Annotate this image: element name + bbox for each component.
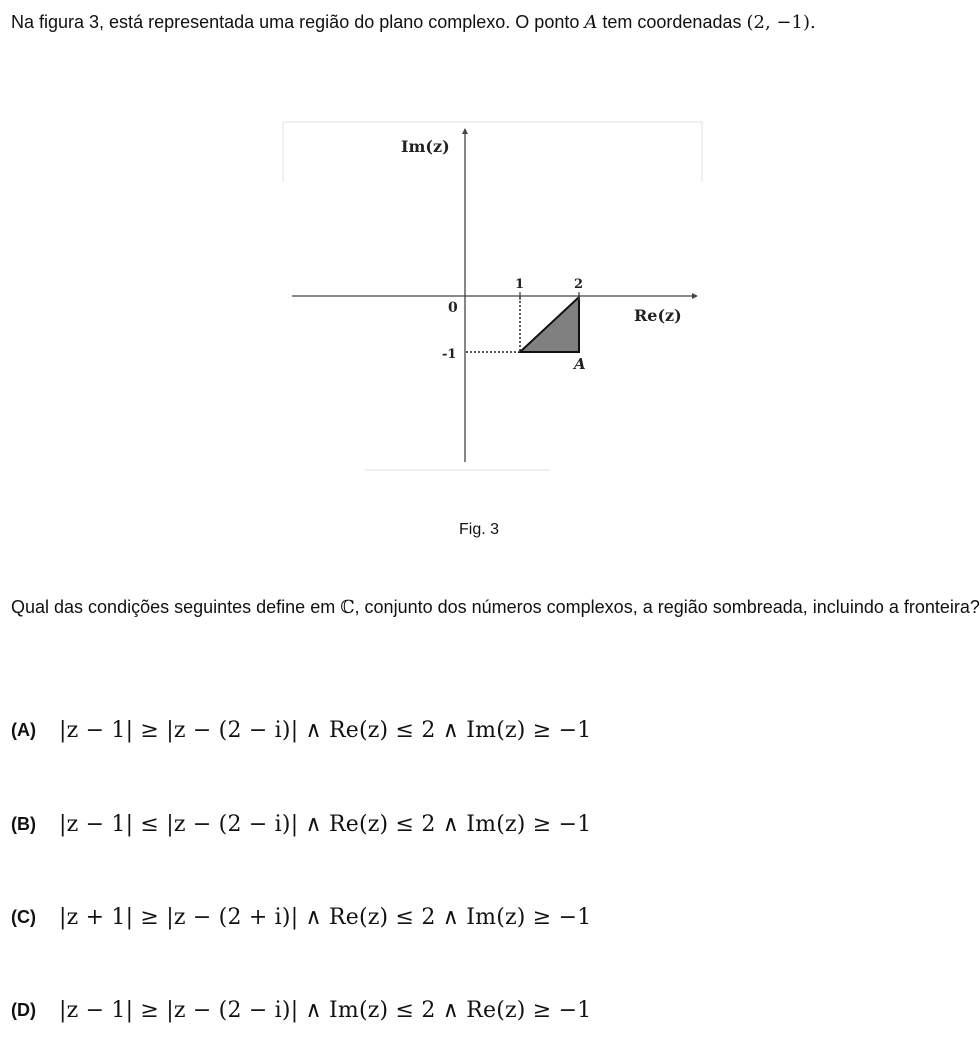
x-axis-label: Re(z) [634,306,682,325]
point-a-label: A [574,355,586,373]
shaded-region [520,297,579,352]
complex-set-symbol: ℂ [340,597,355,618]
option-d[interactable] [11,990,591,1030]
option-expression: |z − 1| ≤ |z − (2 − i)| ∧ Re(z) ≤ 2 ∧ Im(z) ≥ −1 [59,811,592,837]
origin-label: 0 [448,300,458,316]
option-label: (B) [11,813,36,834]
option-label: (D) [11,999,36,1020]
tick-label-2: 2 [574,277,584,292]
option-c[interactable] [11,897,591,937]
imaginary-axis-arrow [462,128,468,134]
figure-caption: Fig. 3 [459,521,500,538]
complex-plane-svg [280,120,705,472]
option-a[interactable] [11,710,591,750]
option-expression: |z − 1| ≥ |z − (2 − i)| ∧ Re(z) ≤ 2 ∧ Im(z) ≥ −1 [59,717,592,743]
tick-label-neg1: -1 [442,347,457,362]
option-b[interactable] [11,804,591,844]
y-axis-label: Im(z) [401,137,450,156]
tick-label-1: 1 [515,277,525,292]
question-text-after: , conjunto dos números complexos, a região sombreada, incluindo a fronteira? [354,597,980,617]
option-expression: |z − 1| ≥ |z − (2 − i)| ∧ Im(z) ≤ 2 ∧ Re(z) ≥ −1 [59,997,592,1023]
intro-text-middle: tem coordenadas [602,12,742,32]
intro-text [11,12,816,33]
option-label: (A) [11,719,36,740]
point-coords: (2, −1). [746,12,816,33]
real-axis-arrow [692,293,698,299]
point-name: A [584,12,598,33]
option-label: (C) [11,906,36,927]
complex-plane-figure [280,120,705,472]
question-text-before: Qual das condições seguintes define em [11,597,336,617]
intro-text-before: Na figura 3, está representada uma região do plano complexo. O ponto [11,12,580,32]
question-text [11,592,980,623]
option-expression: |z + 1| ≥ |z − (2 + i)| ∧ Re(z) ≤ 2 ∧ Im(z) ≥ −1 [59,904,592,930]
